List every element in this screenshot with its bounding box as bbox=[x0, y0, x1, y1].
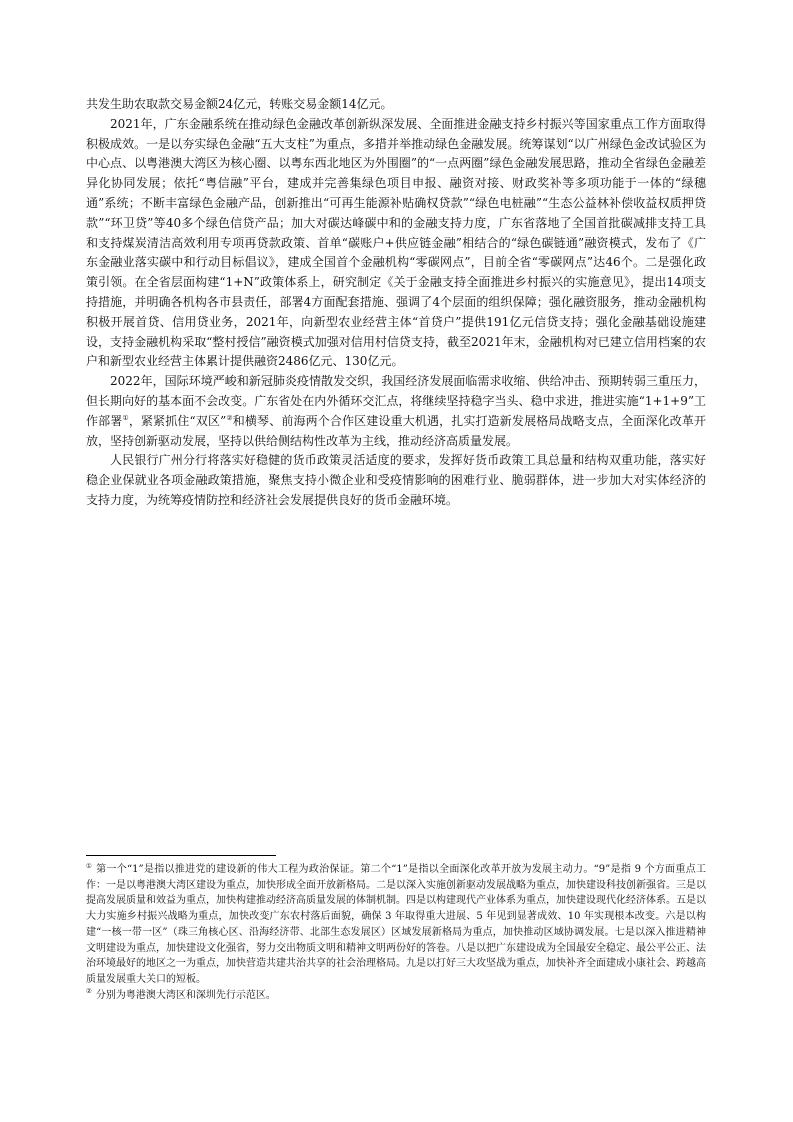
paragraph-2022-part-1: 2022年，国际环境严峻和新冠肺炎疫情散发交织，我国经济发展面临需求收缩、供给冲击、预期转弱三重压力，但长期向好的基本面不会改变。广东省处在内外循环交汇点，将继续坚持稳字当头、稳中求进，推进实施“1+1+9”工作部署 bbox=[86, 374, 706, 428]
paragraph-2021-achievements: 2021年，广东金融系统在推动绿色金融改革创新纵深发展、全面推进金融支持乡村振兴等国家重点工作方面取得积极成效。一是以夯实绿色金融“五大支柱”为重点，多措并举推动绿色金融发展。统筹谋划“以广州绿色金改试验区为中心点、以粤港澳大湾区为核心圈、以粤东西北地区为外围圈”的“一点两圈”绿色金融发展思路，推动全省绿色金融差异化协同发展；依托“粤信融”平台，建成并完善集绿色项目申报、融资对接、财政奖补等多项功能于一体的“绿穗通”系统；不断丰富绿色金融产品，创新推出“可再生能源补贴确权贷款”“绿色电桩融”“生态公益林补偿收益权质押贷款”“环卫贷”等40多个绿色信贷产品；加大对碳达峰碳中和的金融支持力度，广东省落地了全国首批碳减排支持工具和支持煤炭清洁高效利用专项再贷款政策、首单“碳账户+供应链金融”相结合的“绿色碳链通”融资模式，发布了《广东金融业落实碳中和行动目标倡议》，建成全国首个金融机构“零碳网点”，目前全省“零碳网点”达46个。二是强化政策引领。在全省层面构建“1+N”政策体系上，研究制定《关于金融支持全面推进乡村振兴的实施意见》，提出14项支持措施，并明确各机构各市县责任，部署4方面配套措施、强调了4个层面的组织保障；强化融资服务，推动金融机构积极开展首贷、信用贷业务，2021年，向新型农业经营主体“首贷户”提供191亿元信贷支持；强化金融基础设施建设，支持金融机构采取“整村授信”融资模式加强对信用村信贷支持，截至2021年末，金融机构对已建立信用档案的农户和新型农业经营主体累计提供融资2486亿元、130亿元。 bbox=[86, 116, 706, 369]
body-text bbox=[86, 95, 706, 511]
footnote-2-text: 分别为粤港澳大湾区和深圳先行示范区。 bbox=[95, 989, 276, 1001]
footnote-1 bbox=[86, 862, 706, 988]
paragraph-2022-outlook bbox=[86, 372, 706, 451]
footnote-2 bbox=[86, 988, 706, 1004]
footnote-ref-1[interactable]: ① bbox=[122, 413, 129, 422]
footnote-divider bbox=[86, 855, 276, 856]
paragraph-2022-part-3: 和横琴、前海两个合作区建设重大机遇，扎实打造新发展格局战略支点，全面深化改革开放，坚持创新驱动发展，坚持以供给侧结构性改革为主线，推动经济高质量发展。 bbox=[86, 413, 706, 448]
footnote-mark-1: ① bbox=[86, 861, 93, 870]
paragraph-pboc-guangzhou: 人民银行广州分行将落实好稳健的货币政策灵活适度的要求，发挥好货币政策工具总量和结构双重功能，落实好稳企业保就业各项金融政策措施，聚焦支持小微企业和受疫情影响的困难行业、脆弱群体，进一步加大对实体经济的支持力度，为统筹疫情防控和经济社会发展提供良好的货币金融环境。 bbox=[86, 453, 706, 507]
paragraph-continuation: 共发生助农取款交易金额24亿元，转账交易金额14亿元。 bbox=[86, 97, 393, 111]
paragraph-2022-part-2: ，紧紧抓住“双区” bbox=[128, 413, 227, 428]
footnote-1-text: 第一个“1”是指以推进党的建设新的伟大工程为政治保证。第二个“1”是指以全面深化改革开放为发展主动力。“9”是指 9 个方面重点工作：一是以粤港澳大湾区建设为重点，加快形成全面开放新格局。二是以深入实施创新驱动发展战略为重点，加快建设科技创新强省。三是以提高发展质量和效益为重点，加快构建推动经济高质量发展的体制机制。四是以构建现代产业体系为重点，加快建设现代化经济体系。五是以大力实施乡村振兴战略为重点，加快改变广东农村落后面貌，确保 3 年取得重大进展、5 年见到显著成效、10 年实现根本改变。六是以构建“一核一带一区”（珠三角核心区、沿海经济带、北部生态发展区）区域发展新格局为重点，加快推动区域协调发展。七是以深入推进精神文明建设为重点，加快建设文化强省，努力交出物质文明和精神文明两份好的答卷。八是以把广东建设成为全国最安全稳定、最公平公正、法治环境最好的地区之一为重点，加快营造共建共治共享的社会治理格局。九是以打好三大攻坚战为重点，加快补齐全面建成小康社会、跨越高质量发展重大关口的短板。 bbox=[86, 864, 707, 985]
footnotes bbox=[86, 862, 706, 1003]
footnote-ref-2[interactable]: ② bbox=[226, 413, 233, 422]
footnote-mark-2: ② bbox=[86, 987, 92, 996]
